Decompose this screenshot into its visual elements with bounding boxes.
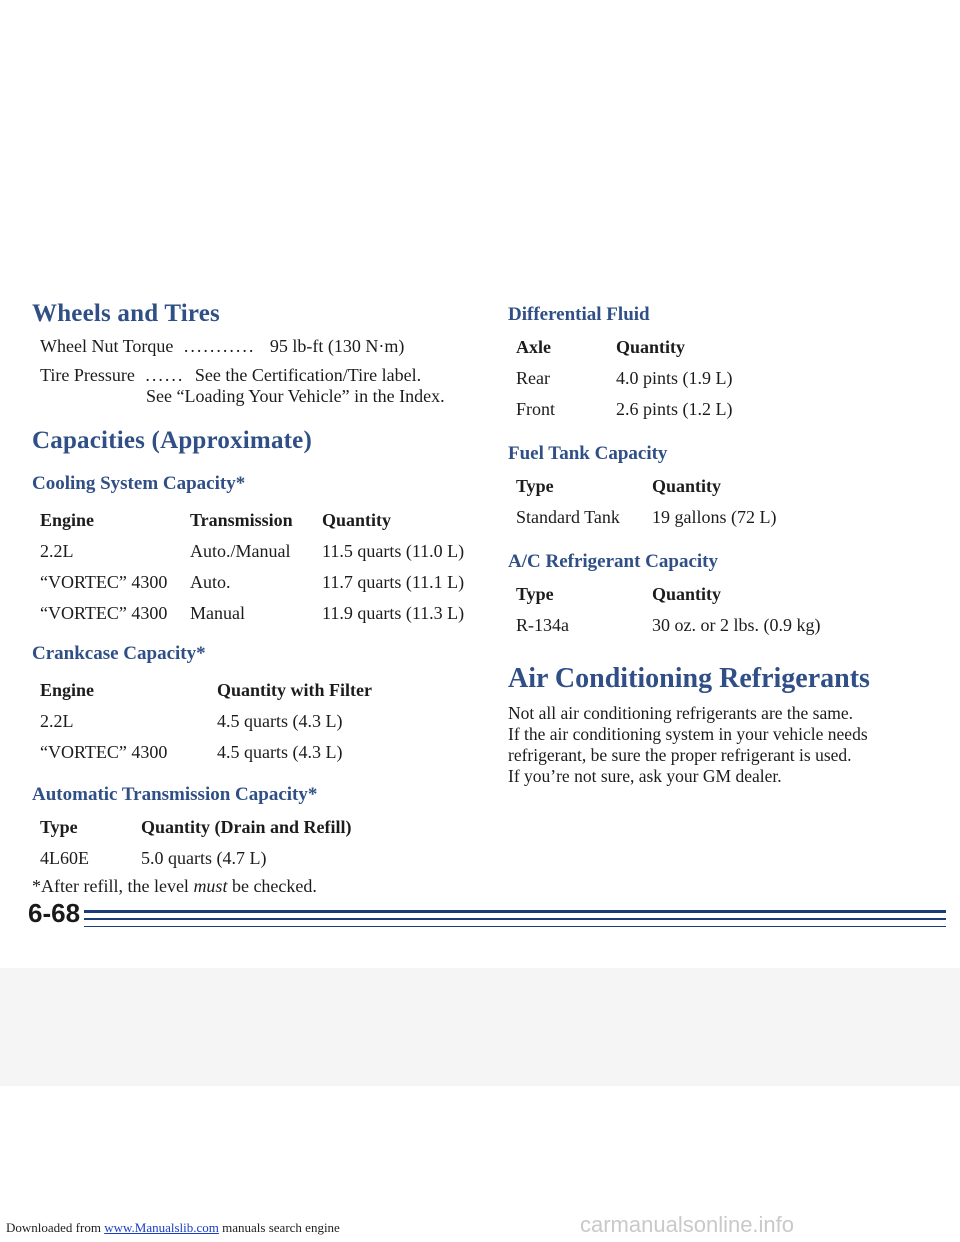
footer-rule — [84, 918, 946, 920]
left-column — [32, 300, 472, 899]
fuel-tank-heading: Fuel Tank Capacity — [508, 443, 668, 464]
table-header: Axle Quantity — [516, 337, 686, 357]
fuel-table — [516, 471, 928, 533]
differential-heading: Differential Fluid — [508, 304, 650, 325]
transmission-heading: Automatic Transmission Capacity* — [32, 784, 318, 805]
ac-refrigerant-heading: A/C Refrigerant Capacity — [508, 551, 719, 572]
tire-pressure-line: Tire Pressure ...... See the Certification/Tire label. — [40, 365, 422, 385]
download-credit: Downloaded from www.Manualslib.com manuals search engine — [6, 1220, 340, 1235]
capacities-heading: Capacities (Approximate) — [32, 427, 312, 454]
table-row: Standard Tank 19 gallons (72 L) — [516, 507, 777, 527]
table-header: Type Quantity — [516, 584, 722, 604]
right-column — [508, 300, 928, 787]
table-row: “VORTEC” 4300 Auto. 11.7 quarts (11.1 L) — [40, 572, 465, 592]
capacity-footnote: *After refill, the level must be checked. — [32, 876, 317, 896]
table-row: Rear 4.0 pints (1.9 L) — [516, 368, 733, 388]
wheel-nut-torque-line: Wheel Nut Torque ........... 95 lb-ft (130 N·m) — [40, 336, 405, 356]
cooling-table — [40, 505, 472, 629]
table-header: Type Quantity (Drain and Refill) — [40, 817, 352, 837]
table-row: R-134a 30 oz. or 2 lbs. (0.9 kg) — [516, 615, 821, 635]
crankcase-table — [40, 675, 472, 768]
wheels-tires-heading: Wheels and Tires — [32, 300, 220, 327]
table-row: 2.2L Auto./Manual 11.5 quarts (11.0 L) — [40, 541, 465, 561]
table-header: Engine Quantity with Filter — [40, 680, 372, 700]
air-conditioning-refrigerants-heading: Air Conditioning Refrigerants — [508, 663, 870, 694]
watermark-text: carmanualsonline.info — [580, 1212, 795, 1237]
footer-rule — [84, 910, 946, 913]
tire-pressure-note: See “Loading Your Vehicle” in the Index. — [146, 386, 445, 406]
ac-table — [516, 579, 928, 641]
wheel-specs — [40, 334, 472, 409]
table-row: 4L60E 5.0 quarts (4.7 L) — [40, 848, 267, 868]
table-row: “VORTEC” 4300 4.5 quarts (4.3 L) — [40, 742, 343, 762]
table-header: Engine Transmission Quantity — [40, 510, 392, 530]
manualslib-link[interactable]: www.Manualslib.com — [104, 1220, 219, 1235]
transmission-table — [40, 812, 472, 874]
refrigerants-paragraph: Not all air conditioning refrigerants are the same. If the air conditioning system in your vehicle needs refrigerant, be sure the proper refrigerant is used. If you’re not sure, ask your GM dealer. — [508, 703, 868, 786]
crankcase-heading: Crankcase Capacity* — [32, 643, 206, 664]
table-header: Type Quantity — [516, 476, 722, 496]
table-row: “VORTEC” 4300 Manual 11.9 quarts (11.3 L) — [40, 603, 465, 623]
scan-edge-band — [0, 968, 960, 1086]
table-row: 2.2L 4.5 quarts (4.3 L) — [40, 711, 343, 731]
page-number: 6-68 — [28, 898, 81, 928]
cooling-system-heading: Cooling System Capacity* — [32, 473, 246, 494]
differential-table — [516, 332, 928, 425]
footer-rule — [84, 926, 946, 927]
table-row: Front 2.6 pints (1.2 L) — [516, 399, 733, 419]
